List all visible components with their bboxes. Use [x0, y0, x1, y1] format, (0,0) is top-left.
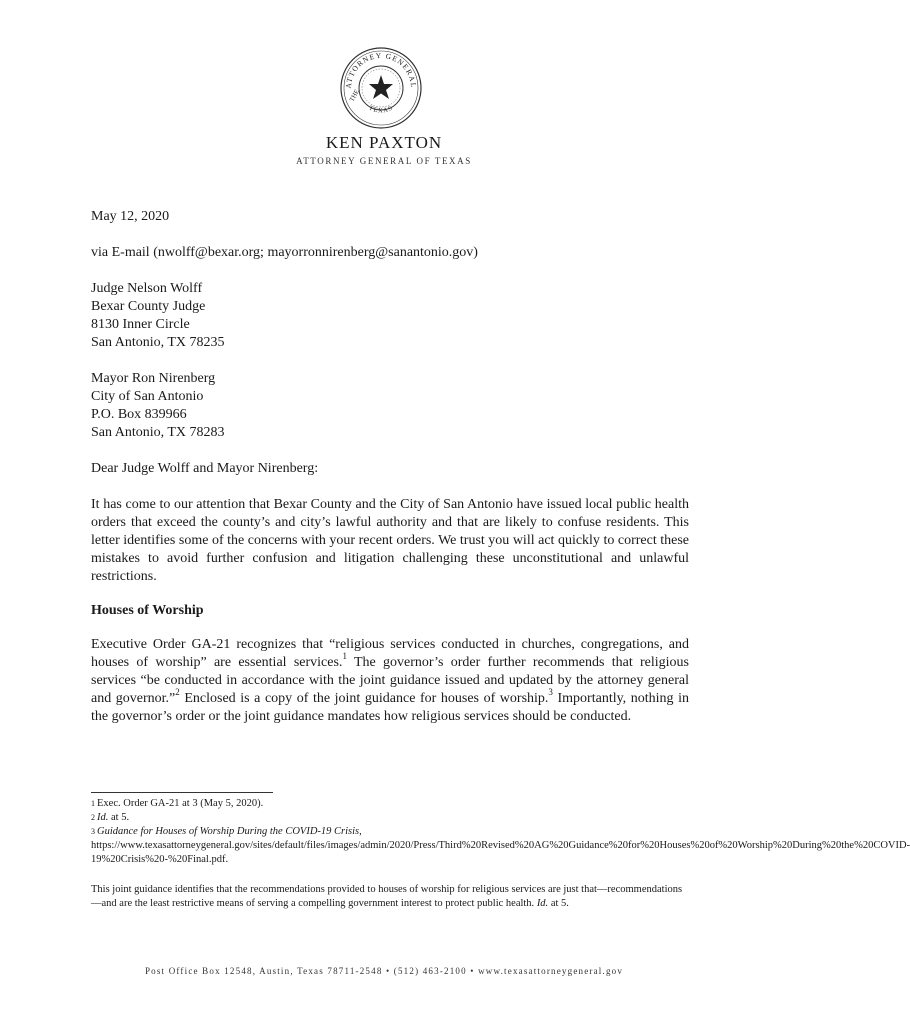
footnote-text: This joint guidance identifies that the recommendations provided to houses of worship for religious services are just that—recommendations—and are the least restrictive means of serving a compelling government interest to protect public health.: [91, 884, 683, 909]
footnote-2: [91, 811, 689, 825]
paragraph-text: Executive Order GA-21 recognizes that “religious services conducted in churches, congregations, and houses of worship” are essential services.: [91, 637, 689, 670]
footnote-divider: [91, 792, 273, 793]
attorney-general-title: ATTORNEY GENERAL OF TEXAS: [296, 156, 472, 166]
footnote-ref-2: 2: [175, 687, 180, 698]
address-line: San Antonio, TX 78235: [91, 335, 225, 350]
address-line: City of San Antonio: [91, 389, 204, 404]
address-line: San Antonio, TX 78283: [91, 425, 225, 440]
letterhead-footer: Post Office Box 12548, Austin, Texas 78711-2548 • (512) 463-2100 • www.texasattorneygeneral.gov: [144, 966, 624, 976]
address-line: Mayor Ron Nirenberg: [91, 371, 216, 386]
svg-text:TEXAS: [368, 105, 395, 115]
salutation: Dear Judge Wolff and Mayor Nirenberg:: [91, 461, 319, 476]
footnote-citation: Id.: [97, 812, 109, 823]
footnote-3: [91, 825, 910, 867]
footnote-3-continued: [91, 883, 689, 911]
attorney-general-name: KEN PAXTON: [325, 133, 443, 152]
email-delivery-line: via E-mail (nwolff@bexar.org; mayorronnirenberg@sanantonio.gov): [91, 245, 478, 260]
footnote-url: , https://www.texasattorneygeneral.gov/sites/default/files/images/admin/2020/Press/Third%20Revised%20AG%20Guidance%20for%20Houses%20of%20Worship%20During%20the%20COVID-19%20Crisis%20-%20Final.pdf.: [91, 826, 910, 865]
recipient-address-nirenberg: [91, 370, 689, 442]
attorney-general-seal-icon: [339, 46, 423, 130]
footnote-number: 2: [91, 813, 95, 822]
paragraph-text: Enclosed is a copy of the joint guidance for houses of worship.: [179, 691, 549, 706]
seal-text-bottom: TEXAS: [367, 104, 395, 115]
footnote-number: 1: [91, 799, 95, 808]
footnote-ref-3: 3: [548, 687, 553, 698]
seal-text-top: ATTORNEY GENERAL: [343, 50, 419, 89]
footnote-citation: Guidance for Houses of Worship During the COVID-19 Crisis: [97, 826, 360, 837]
footnote-ref-1: 1: [342, 651, 347, 662]
footnote-text: at 5.: [548, 898, 569, 909]
footnotes: [91, 797, 910, 911]
footnote-number: 3: [91, 827, 95, 836]
footnote-text: at 5.: [108, 812, 130, 823]
houses-of-worship-paragraph: [91, 636, 689, 726]
footnote-citation: Id.: [536, 898, 549, 909]
letter-date: May 12, 2020: [91, 209, 170, 224]
footnote-1: [91, 797, 689, 811]
address-line: P.O. Box 839966: [91, 407, 187, 422]
paragraph-text: The governor’s order further recommends that religious services “be conducted in accordance with the joint guidance issued and updated by the attorney general and governor.”: [91, 655, 690, 706]
paragraph-text: Importantly, nothing in the governor’s order or the joint guidance mandates how religious services should be conducted.: [91, 691, 689, 724]
footnote-text: Exec. Order GA-21 at 3 (May 5, 2020).: [97, 798, 264, 809]
intro-paragraph: It has come to our attention that Bexar County and the City of San Antonio have issued local public health orders that exceed the county’s and city’s lawful authority and that are likely to confuse residents. This letter identifies some of the concerns with your recent orders. We trust you will act quickly to correct these mistakes to avoid further confusion and litigation challenging these unconstitutional and unlawful restrictions.: [91, 497, 689, 584]
address-line: 8130 Inner Circle: [91, 317, 190, 332]
address-line: Judge Nelson Wolff: [91, 281, 203, 296]
recipient-address-wolff: [91, 280, 689, 352]
address-line: Bexar County Judge: [91, 299, 206, 314]
section-heading-houses-of-worship: Houses of Worship: [91, 603, 204, 618]
letter-body: [91, 208, 689, 742]
seal-text-left: THE: [348, 88, 361, 103]
